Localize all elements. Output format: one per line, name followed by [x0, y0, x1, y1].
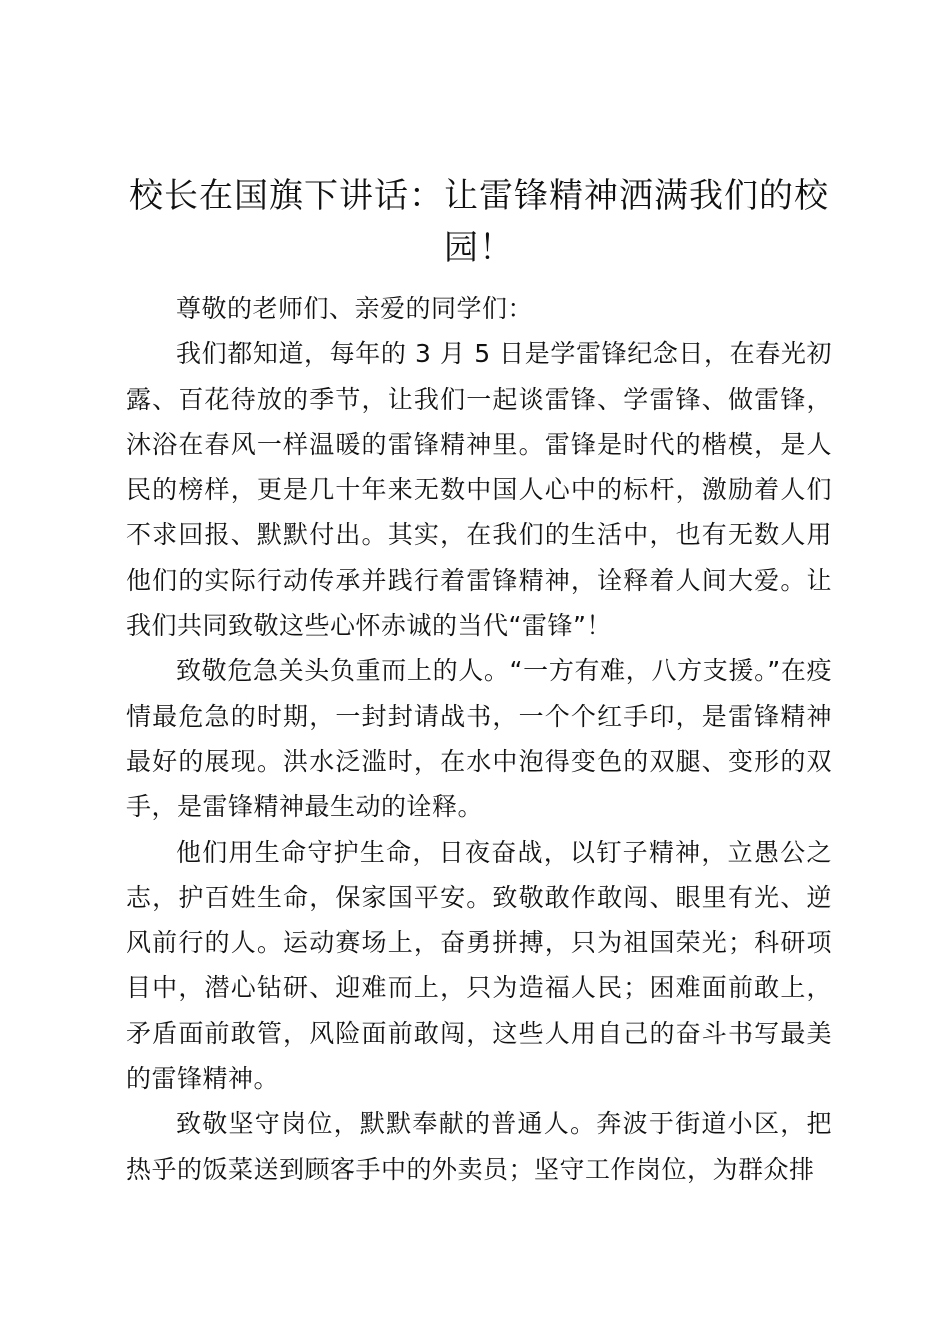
paragraph-crisis-heroes: 致敬危急关头负重而上的人。“一方有难，八方支援。”在疫情最危急的时期，一封封请战书，一个个红手印，是雷锋精神最好的展现。洪水泛滥时，在水中泡得变色的双腿、变形的双手，是雷锋精神最生动的诠释。 [126, 656, 832, 822]
paragraph-ordinary-people: 致敬坚守岗位，默默奉献的普通人。奔波于街道小区，把热乎的饭菜送到顾客手中的外卖员；坚守工作岗位，为群众排 [126, 1109, 832, 1184]
paragraph-brave-pioneers: 他们用生命守护生命，日夜奋战，以钉子精神，立愚公之志，护百姓生命，保家国平安。致敬敢作敢闯、眼里有光、逆风前行的人。运动赛场上，奋勇拼搏，只为祖国荣光；科研项目中，潜心钻研、迎难而上，只为造福人民；困难面前敢上，矛盾面前敢管，风险面前敢闯，这些人用自己的奋斗书写最美的雷锋精神。 [126, 837, 832, 1094]
paragraph-intro: 我们都知道，每年的 3 月 5 日是学雷锋纪念日，在春光初露、百花待放的季节，让我们一起谈雷锋、学雷锋、做雷锋，沐浴在春风一样温暖的雷锋精神里。雷锋是时代的楷模，是人民的榜样，更是几十年来无数中国人心中的标杆，激励着人们不求回报、默默付出。其实，在我们的生活中，也有无数人用他们的实际行动传承并践行着雷锋精神，诠释着人间大爱。让我们共同致敬这些心怀赤诚的当代“雷锋”！ [126, 339, 832, 641]
document-body [126, 286, 832, 1192]
paragraph-salutation: 尊敬的老师们、亲爱的同学们： [176, 294, 534, 323]
document-title: 校长在国旗下讲话：让雷锋精神洒满我们的校园！ [129, 176, 829, 268]
